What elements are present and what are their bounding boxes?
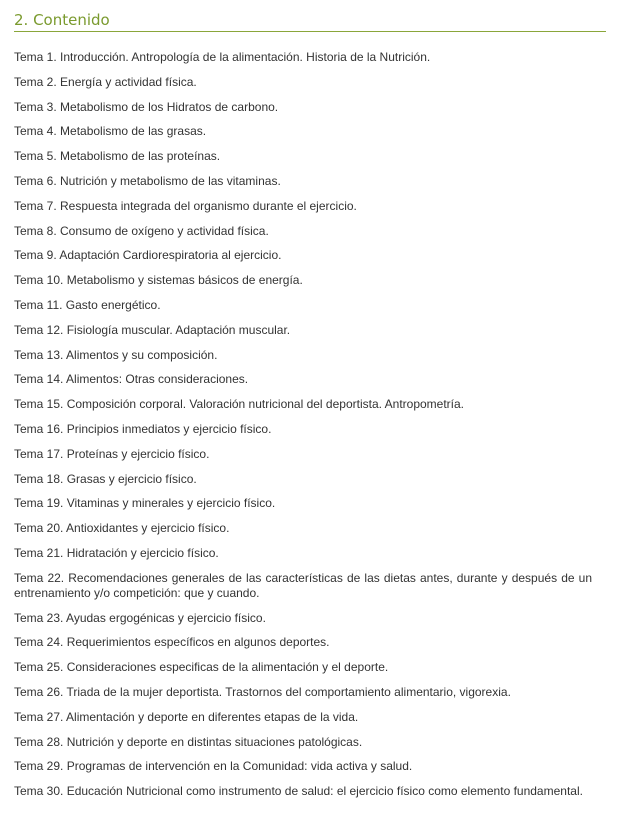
topic-item: Tema 3. Metabolismo de los Hidratos de carbono. bbox=[14, 99, 279, 114]
topic-item: Tema 26. Triada de la mujer deportista. Trastornos del comportamiento alimentario, vigorexia. bbox=[14, 684, 511, 699]
topic-item: Tema 27. Alimentación y deporte en diferentes etapas de la vida. bbox=[14, 709, 359, 724]
topic-item: Tema 25. Consideraciones especificas de la alimentación y el deporte. bbox=[14, 660, 389, 675]
topic-item: Tema 12. Fisiología muscular. Adaptación muscular. bbox=[14, 322, 291, 337]
topic-item: Tema 24. Requerimientos específicos en algunos deportes. bbox=[14, 635, 330, 650]
topic-item: Tema 14. Alimentos: Otras consideraciones. bbox=[14, 372, 249, 387]
topic-item: Tema 28. Nutrición y deporte en distintas situaciones patológicas. bbox=[14, 734, 363, 749]
topic-item: Tema 6. Nutrición y metabolismo de las vitaminas. bbox=[14, 173, 281, 188]
topic-item: Tema 23. Ayudas ergogénicas y ejercicio físico. bbox=[14, 610, 266, 625]
topic-item: Tema 1. Introducción. Antropología de la alimentación. Historia de la Nutrición. bbox=[14, 50, 431, 64]
topic-item: Tema 10. Metabolismo y sistemas básicos de energía. bbox=[14, 273, 303, 288]
section-title: 2. Contenido bbox=[14, 10, 606, 32]
topic-item: Tema 16. Principios inmediatos y ejercicio físico. bbox=[14, 421, 272, 436]
topic-item: Tema 17. Proteínas y ejercicio físico. bbox=[14, 446, 210, 461]
topic-item: Tema 9. Adaptación Cardiorespiratoria al ejercicio. bbox=[14, 248, 282, 263]
topic-item: Tema 19. Vitaminas y minerales y ejercicio físico. bbox=[14, 496, 276, 511]
topic-item: Tema 11. Gasto energético. bbox=[14, 297, 161, 312]
topic-item: Tema 4. Metabolismo de las grasas. bbox=[14, 124, 207, 139]
topic-item: Tema 29. Programas de intervención en la Comunidad: vida activa y salud. bbox=[14, 759, 413, 774]
content-section bbox=[14, 10, 606, 32]
topic-item: Tema 30. Educación Nutricional como instrumento de salud: el ejercicio físico como elemento fundamental. bbox=[14, 784, 583, 799]
topic-item: Tema 15. Composición corporal. Valoración nutricional del deportista. Antropometría. bbox=[14, 397, 465, 412]
topic-item: Tema 8. Consumo de oxígeno y actividad física. bbox=[14, 223, 269, 238]
topic-item: Tema 21. Hidratación y ejercicio físico. bbox=[14, 545, 219, 560]
topic-item: Tema 7. Respuesta integrada del organismo durante el ejercicio. bbox=[14, 198, 357, 213]
topic-item: Tema 13. Alimentos y su composición. bbox=[14, 347, 218, 362]
topic-item: Tema 5. Metabolismo de las proteínas. bbox=[14, 149, 221, 164]
topic-item: Tema 20. Antioxidantes y ejercicio físico. bbox=[14, 521, 230, 536]
topic-list bbox=[14, 50, 592, 809]
topic-item: Tema 2. Energía y actividad física. bbox=[14, 74, 197, 89]
topic-item: Tema 22. Recomendaciones generales de las características de las dietas antes, durante y después de un entrenamiento y/o competición: que y cuando. bbox=[14, 570, 592, 600]
topic-item: Tema 18. Grasas y ejercicio físico. bbox=[14, 471, 197, 486]
